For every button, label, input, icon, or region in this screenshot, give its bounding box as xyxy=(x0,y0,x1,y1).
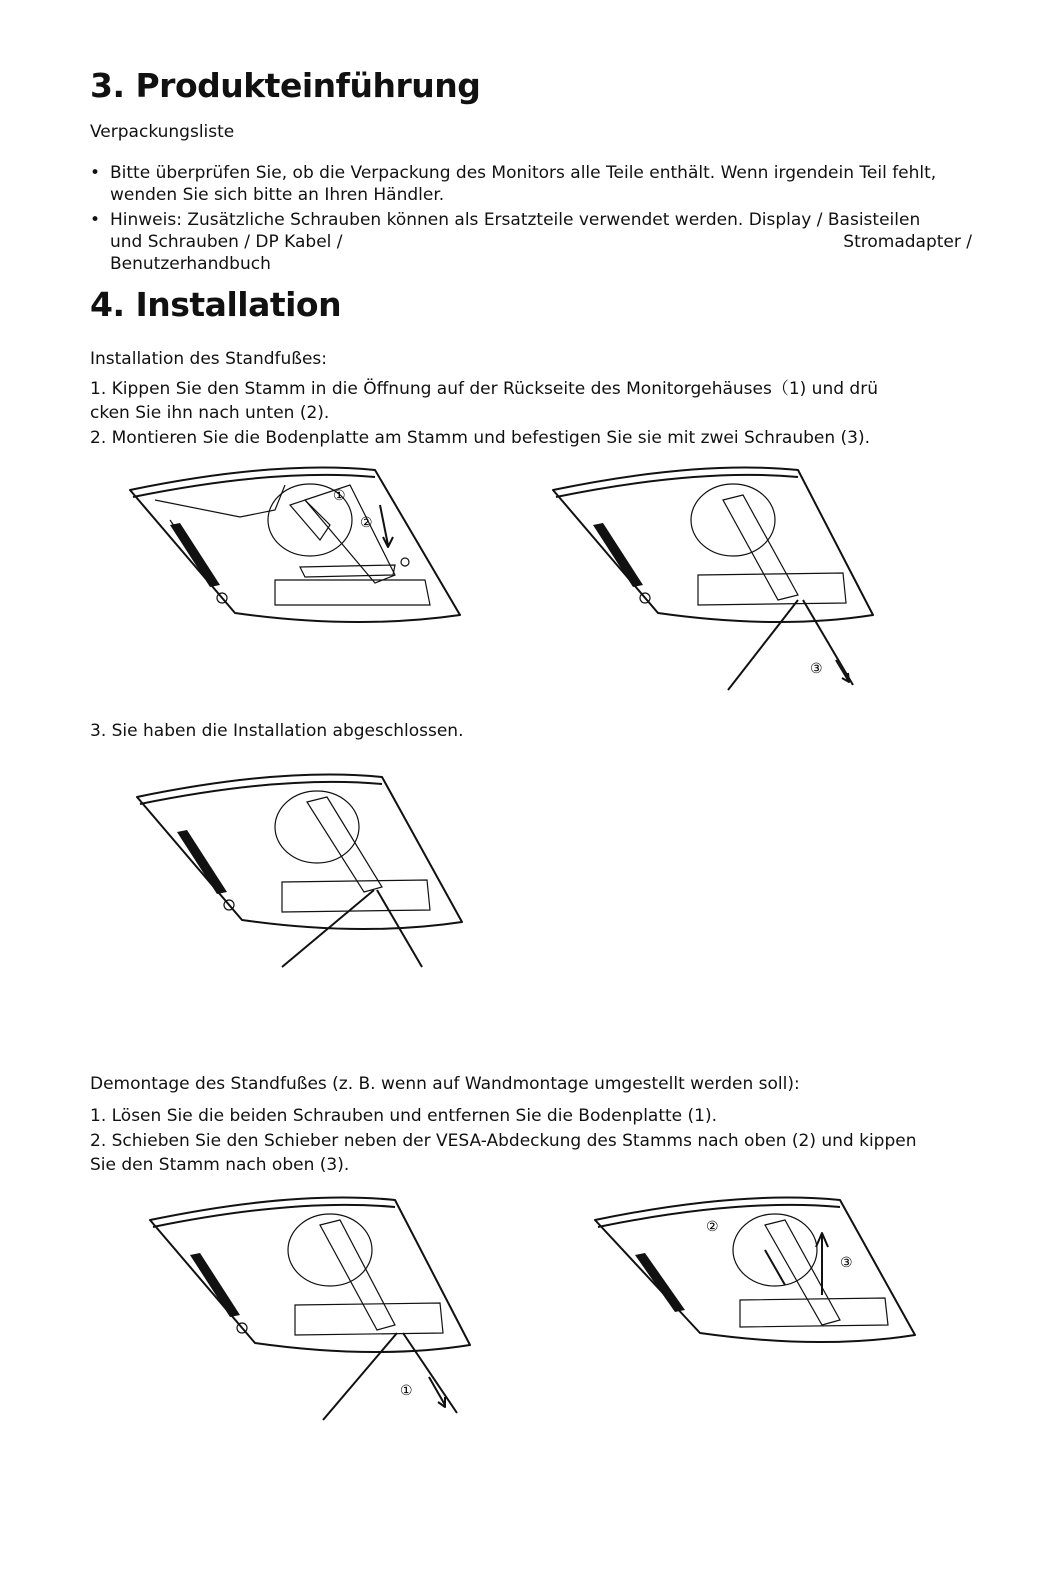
packing-list-heading: Verpackungsliste xyxy=(90,122,235,142)
install-step-2: 2. Montieren Sie die Bodenplatte am Stamm und befestigen Sie sie mit zwei Schrauben (3). xyxy=(90,428,871,448)
callout-1: ① xyxy=(400,1383,413,1399)
removal-step-1: 1. Lösen Sie die beiden Schrauben und entfernen Sie die Bodenplatte (1). xyxy=(90,1106,718,1126)
install-step-3: 3. Sie haben die Installation abgeschlossen. xyxy=(90,721,464,741)
bullet-dot: • xyxy=(90,210,101,230)
install-heading: Installation des Standfußes: xyxy=(90,349,328,369)
removal-step-2: 2. Schieben Sie den Schieber neben der VESA-Abdeckung des Stamms nach oben (2) und kippen xyxy=(90,1131,917,1151)
figure-attach-base xyxy=(548,465,878,695)
bullet-line: Benutzerhandbuch xyxy=(110,254,271,274)
bullet-line: und Schrauben / DP Kabel / xyxy=(110,232,343,252)
callout-2: ② xyxy=(360,515,373,531)
callout-3: ③ xyxy=(840,1255,853,1271)
install-step-1-cont: cken Sie ihn nach unten (2). xyxy=(90,403,330,423)
section-3-title: 3. Produkteinführung xyxy=(90,66,481,105)
bullet-dot: • xyxy=(90,163,101,183)
callout-3: ③ xyxy=(810,661,823,677)
bullet-line: wenden Sie sich bitte an Ihren Händler. xyxy=(110,185,445,205)
figure-tilt-stand xyxy=(590,1195,920,1355)
section-4-title: 4. Installation xyxy=(90,285,342,324)
callout-1: ① xyxy=(333,488,346,504)
figure-installed xyxy=(132,772,467,972)
bullet-line: Bitte überprüfen Sie, ob die Verpackung des Monitors alle Teile enthält. Wenn irgendein Teil fehlt, xyxy=(110,163,937,183)
install-step-1: 1. Kippen Sie den Stamm in die Öffnung auf der Rückseite des Monitorgehäuses（1) und drü xyxy=(90,379,878,399)
bullet-check-package xyxy=(90,162,972,206)
bullet-note xyxy=(90,209,972,275)
figure-insert-stand xyxy=(125,465,465,635)
bullet-line: Stromadapter / xyxy=(843,232,972,252)
removal-step-2-cont: Sie den Stamm nach oben (3). xyxy=(90,1155,350,1175)
removal-heading: Demontage des Standfußes (z. B. wenn auf Wandmontage umgestellt werden soll): xyxy=(90,1074,800,1094)
bullet-line: Hinweis: Zusätzliche Schrauben können als Ersatzteile verwendet werden. Display / Basisteilen xyxy=(110,210,921,230)
figure-remove-base xyxy=(145,1195,475,1425)
callout-2: ② xyxy=(706,1219,719,1235)
